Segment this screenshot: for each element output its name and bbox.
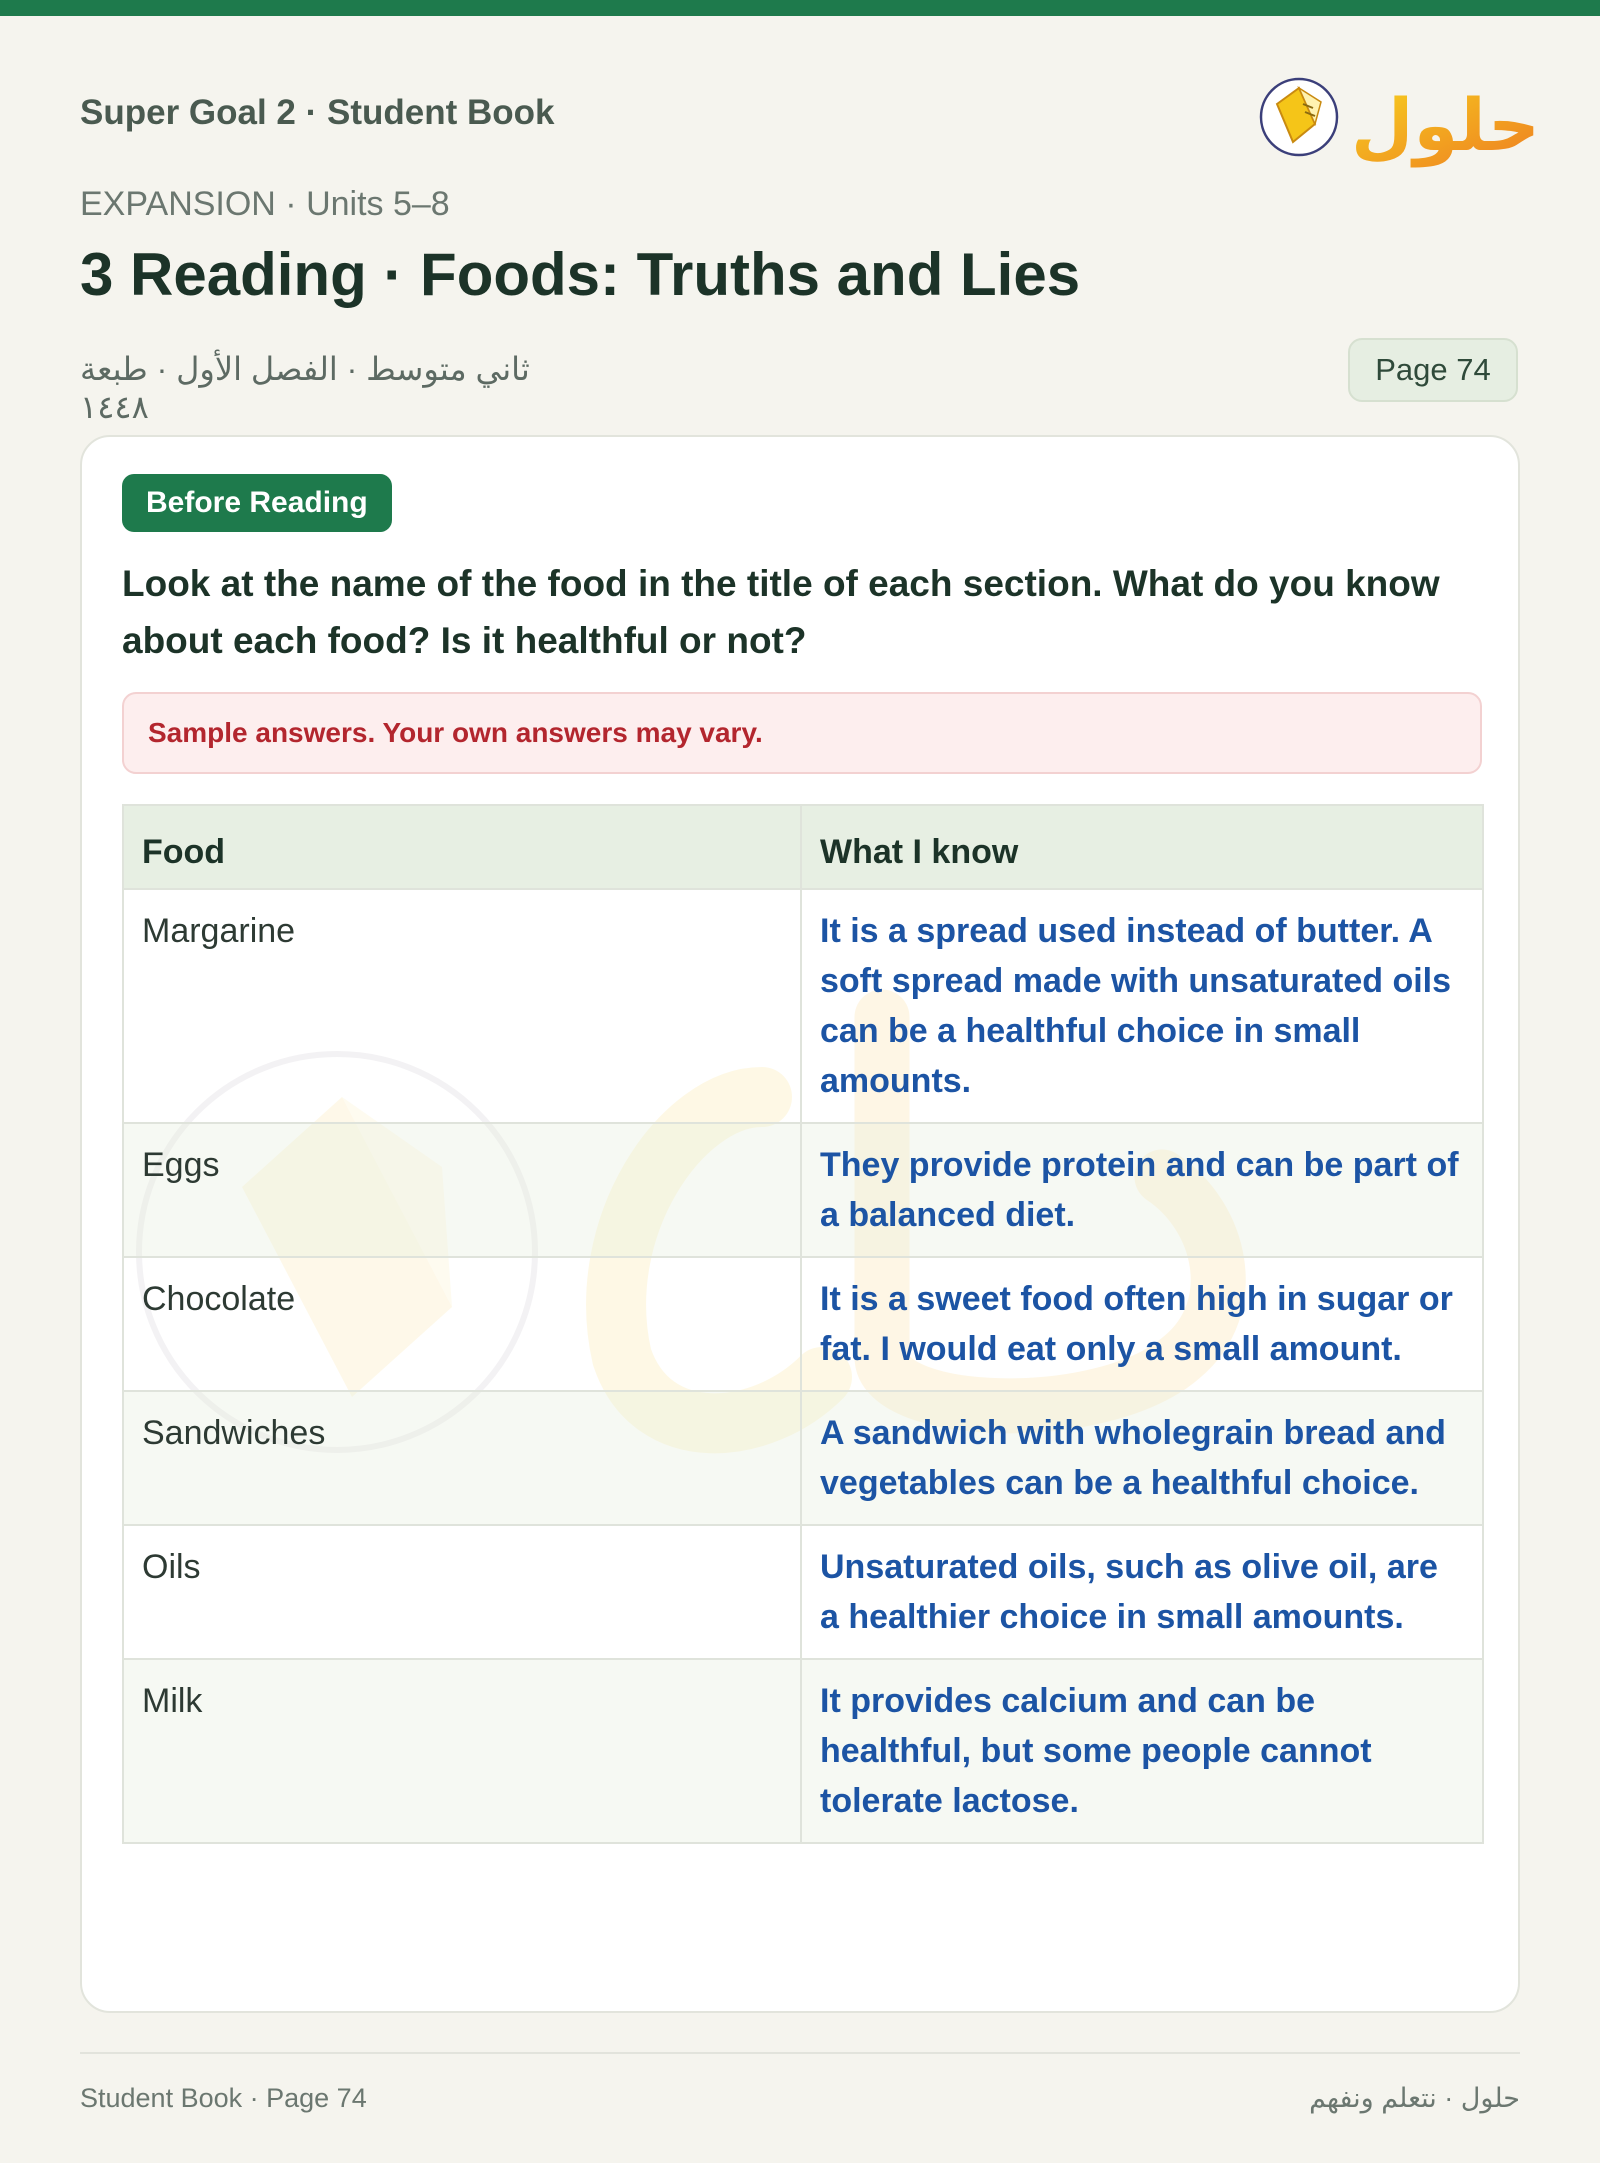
answer-cell: They provide protein and can be part of a balanced diet. <box>801 1123 1483 1257</box>
book-title: Super Goal 2 · Student Book <box>80 93 555 132</box>
food-knowledge-table <box>122 804 1484 1844</box>
table-row <box>123 1391 1483 1525</box>
sample-answers-note: Sample answers. Your own answers may vary. <box>122 692 1482 774</box>
answer-cell: It is a spread used instead of butter. A soft spread made with unsaturated oils can be a healthful choice in small amounts. <box>801 889 1483 1123</box>
footer-page-label: Student Book · Page 74 <box>80 2083 367 2113</box>
content-card <box>80 435 1520 2013</box>
top-accent-bar <box>0 0 1600 16</box>
logo-wordmark: حلول <box>1351 83 1540 167</box>
food-cell: Milk <box>123 1659 801 1843</box>
answer-cell: Unsaturated oils, such as olive oil, are a healthier choice in small amounts. <box>801 1525 1483 1659</box>
reading-prompt: Look at the name of the food in the title of each section. What do you know about each food? Is it healthful or not? <box>122 563 1440 661</box>
food-cell: Margarine <box>123 889 801 1123</box>
page-number-badge: Page 74 <box>1348 338 1518 402</box>
footer-brand-tagline: حلول · نتعلم ونفهم <box>1309 2083 1520 2113</box>
table-row <box>123 1257 1483 1391</box>
food-cell: Sandwiches <box>123 1391 801 1525</box>
table-row <box>123 889 1483 1123</box>
answer-cell: A sandwich with wholegrain bread and vegetables can be a healthful choice. <box>801 1391 1483 1525</box>
table-row <box>123 1525 1483 1659</box>
table-header-row <box>123 805 1483 889</box>
food-cell: Eggs <box>123 1123 801 1257</box>
table-row <box>123 1659 1483 1843</box>
footer-divider <box>80 2052 1520 2054</box>
column-header-what-i-know: What I know <box>801 805 1483 889</box>
table-row <box>123 1123 1483 1257</box>
answer-cell: It is a sweet food often high in sugar or fat. I would eat only a small amount. <box>801 1257 1483 1391</box>
food-cell: Chocolate <box>123 1257 801 1391</box>
page-title: 3 Reading · Foods: Truths and Lies <box>80 241 1081 308</box>
answer-cell: It provides calcium and can be healthful, but some people cannot tolerate lactose. <box>801 1659 1483 1843</box>
grade-semester-line: ثاني متوسط · الفصل الأول · طبعة ١٤٤٨ <box>80 351 530 425</box>
before-reading-label: Before Reading <box>122 474 392 532</box>
hulul-logo <box>1255 62 1540 172</box>
food-cell: Oils <box>123 1525 801 1659</box>
column-header-food: Food <box>123 805 801 889</box>
unit-line: EXPANSION · Units 5–8 <box>80 185 450 223</box>
